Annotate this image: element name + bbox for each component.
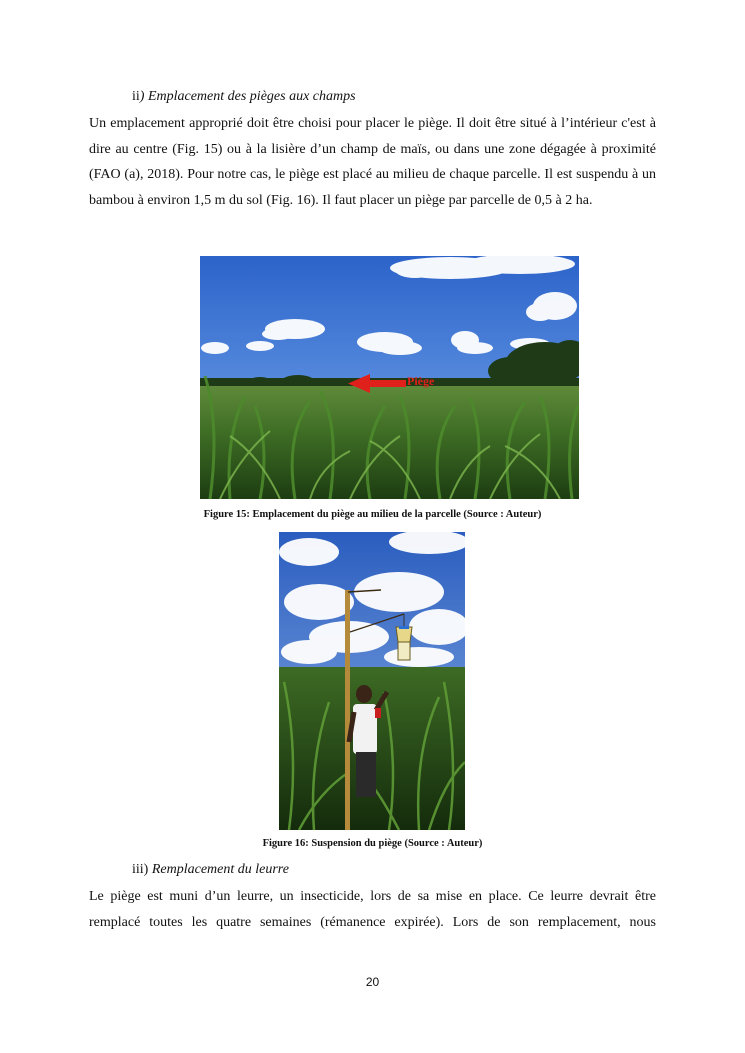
section-ii-title: ) Emplacement des pièges aux champs	[139, 89, 356, 104]
figure-15-photo	[200, 256, 579, 499]
figure-15-caption: Figure 15: Emplacement du piège au milieu de la parcelle (Source : Auteur)	[203, 509, 542, 520]
paragraph-trap-placement: Un emplacement approprié doit être choisi pour placer le piège. Il doit être situé à l’intérieur c'est à dire au centre (Fig. 15) ou à la lisière d’un champ de maïs, ou dans une zone dégagée à proximité (FAO (a), 2018). Pour notre cas, le piège est placé au milieu de chaque parcelle. Il est suspendu à un bambou à environ 1,5 m du sol (Fig. 16). Il faut placer un piège par parcelle de 0,5 à 2 ha.	[89, 116, 656, 209]
paragraph-lure-replacement: Le piège est muni d’un leurre, un insecticide, lors de sa mise en place. Ce leurre devrait être remplacé toutes les quatre semaines (rémanence expirée). Lors de son remplacement, nous	[89, 889, 656, 930]
trap-annotation-label: Piège	[407, 374, 435, 388]
figure-16-caption: Figure 16: Suspension du piège (Source : Auteur)	[262, 838, 483, 849]
section-ii-heading	[132, 89, 356, 105]
figure-16-photo	[279, 532, 465, 830]
section-iii-number: iii)	[132, 862, 149, 877]
section-iii-heading	[132, 862, 289, 878]
page-number: 20	[365, 975, 380, 989]
section-ii-number: ii	[132, 89, 140, 104]
section-iii-title: Remplacement du leurre	[151, 862, 289, 877]
